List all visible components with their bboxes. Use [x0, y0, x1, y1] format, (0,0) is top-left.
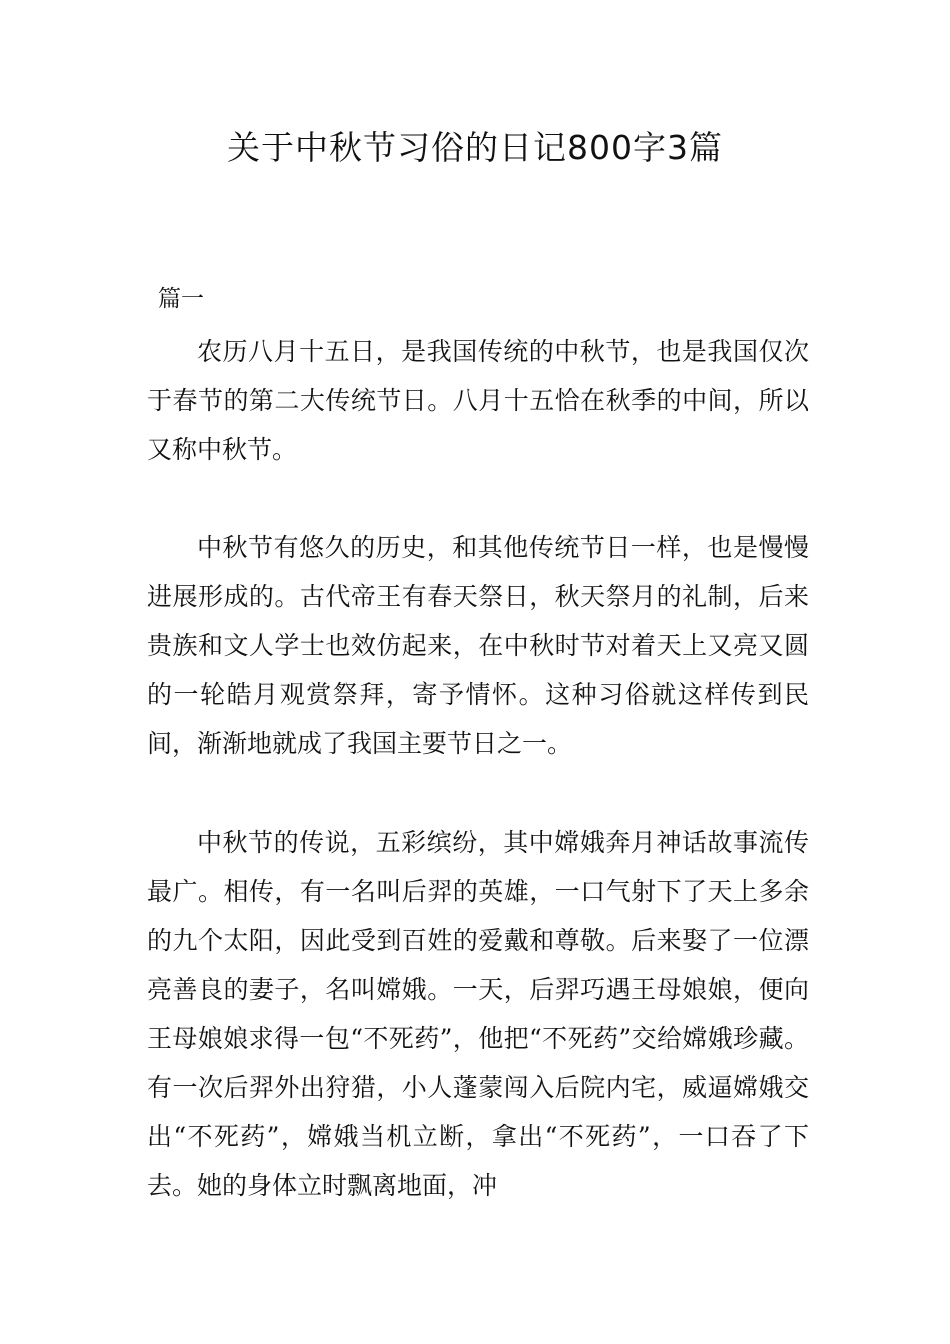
- document-title: 关于中秋节习俗的日记800字3篇: [227, 128, 723, 167]
- section-heading: 篇一: [158, 286, 204, 312]
- paragraph-2: 中秋节有悠久的历史，和其他传统节日一样，也是慢慢进展形成的。古代帝王有春天祭日，秋天祭月的礼制，后来贵族和文人学士也效仿起来，在中秋时节对着天上又亮又圆的一轮皓月观赏祭拜，寄予情怀。这种习俗就这样传到民间，渐渐地就成了我国主要节日之一。: [147, 533, 809, 758]
- paragraph-3: 中秋节的传说，五彩缤纷，其中嫦娥奔月神话故事流传最广。相传，有一名叫后羿的英雄，一口气射下了天上多余的九个太阳，因此受到百姓的爱戴和尊敬。后来娶了一位漂亮善良的妻子，名叫嫦娥。一天，后羿巧遇王母娘娘，便向王母娘娘求得一包“不死药”，他把“不死药”交给嫦娥珍藏。有一次后羿外出狩猎，小人蓬蒙闯入后院内宅，威逼嫦娥交出“不死药”，嫦娥当机立断，拿出“不死药”，一口吞了下去。她的身体立时飘离地面，冲: [147, 828, 809, 1200]
- paragraph-1: 农历八月十五日，是我国传统的中秋节，也是我国仅次于春节的第二大传统节日。八月十五恰在秋季的中间，所以又称中秋节。: [147, 337, 809, 464]
